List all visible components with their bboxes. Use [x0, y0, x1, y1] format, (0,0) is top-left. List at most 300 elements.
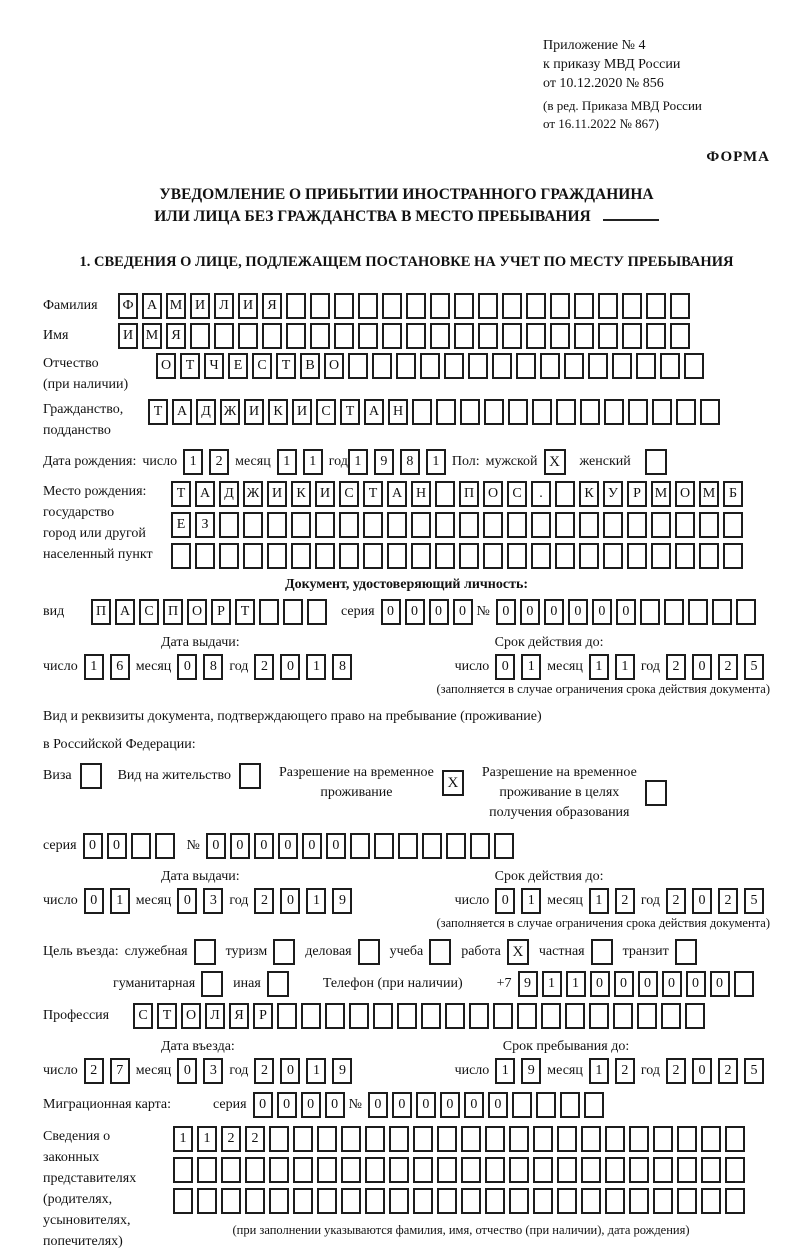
char-box	[688, 599, 708, 625]
char-box	[293, 1126, 313, 1152]
form-title-line2	[43, 206, 770, 228]
char-box: 0	[206, 833, 226, 859]
char-box: Ж	[243, 481, 263, 507]
char-box	[389, 1157, 409, 1183]
char-box: К	[291, 481, 311, 507]
char-box: 0	[254, 833, 274, 859]
char-box	[652, 399, 672, 425]
char-box: Т	[363, 481, 383, 507]
char-box: 0	[464, 1092, 484, 1118]
purpose-transit-checkbox	[675, 939, 697, 965]
gender-label: Пол:	[451, 454, 480, 469]
char-box	[565, 1003, 585, 1029]
option-visa	[43, 763, 102, 789]
entry-day-cells	[84, 1058, 136, 1084]
month-label: месяц	[547, 1063, 583, 1078]
form-marker: ФОРМА	[706, 149, 770, 165]
char-box	[421, 1003, 441, 1029]
issue-day-cells	[84, 654, 136, 680]
char-box	[580, 399, 600, 425]
char-box: 1	[521, 888, 541, 914]
char-box	[350, 833, 370, 859]
number-label: №	[476, 604, 490, 619]
issue-month-cells	[177, 888, 229, 914]
valid-month-cells	[589, 654, 641, 680]
char-box: 0	[440, 1092, 460, 1118]
char-box	[653, 1126, 673, 1152]
residence-issue-date	[43, 888, 358, 914]
char-box: 0	[325, 1092, 345, 1118]
gender-male-checkbox: X	[544, 449, 566, 475]
char-box	[517, 1003, 537, 1029]
char-box: О	[181, 1003, 201, 1029]
char-box	[581, 1188, 601, 1214]
char-box	[478, 293, 498, 319]
month-label: месяц	[135, 893, 172, 908]
residence-date-headers	[43, 869, 770, 885]
char-box	[459, 512, 479, 538]
day-label: число	[454, 893, 490, 908]
birth-place-label: Место рождения:	[43, 484, 147, 499]
surname-label: Фамилия	[43, 298, 98, 313]
char-box	[622, 323, 642, 349]
char-box	[701, 1188, 721, 1214]
char-box	[555, 543, 575, 569]
stay-day-cells	[495, 1058, 547, 1084]
char-box: Б	[723, 481, 743, 507]
month-label: месяц	[547, 659, 583, 674]
char-box: 0	[662, 971, 682, 997]
char-box	[532, 399, 552, 425]
day-label: число	[142, 454, 178, 469]
char-box	[317, 1157, 337, 1183]
issue-date-header: Дата выдачи:	[161, 869, 240, 884]
char-box	[512, 1092, 532, 1118]
char-box: 0	[278, 833, 298, 859]
representatives-note: (при заполнении указываются фамилия, имя, отчество (при наличии), дата рождения)	[232, 1223, 690, 1237]
approval-line: Приложение № 4	[543, 38, 646, 53]
citizenship-sublabel: подданство	[43, 423, 111, 438]
char-box	[334, 323, 354, 349]
char-box	[509, 1126, 529, 1152]
char-box	[315, 543, 335, 569]
char-box	[214, 323, 234, 349]
char-box: 2	[254, 888, 274, 914]
char-box	[636, 353, 656, 379]
char-box	[307, 599, 327, 625]
given-name-cells	[118, 323, 694, 349]
day-label: число	[43, 659, 78, 674]
char-box: 0	[614, 971, 634, 997]
char-box	[589, 1003, 609, 1029]
char-box	[531, 512, 551, 538]
char-box	[437, 1126, 457, 1152]
gender-male-label: мужской	[485, 454, 538, 469]
migration-card-row	[43, 1092, 770, 1118]
stay-month-cells	[589, 1058, 641, 1084]
stay-until-header: Срок пребывания до:	[502, 1039, 630, 1054]
identity-number-cells	[496, 599, 760, 625]
char-box	[622, 293, 642, 319]
amendment-block	[543, 97, 770, 133]
char-box	[670, 293, 690, 319]
validity-note: (заполняется в случае ограничения срока действия документа)	[436, 916, 770, 930]
surname-cells	[118, 293, 694, 319]
temp-residence-edu-checkbox	[645, 780, 667, 806]
entry-dates-row	[43, 1058, 770, 1084]
char-box	[484, 399, 504, 425]
char-box: 1	[589, 654, 609, 680]
char-box	[317, 1188, 337, 1214]
birth-day-cells	[183, 449, 235, 475]
char-box	[374, 833, 394, 859]
representatives-label: законных	[43, 1150, 100, 1165]
char-box	[365, 1157, 385, 1183]
identity-kind-cells	[91, 599, 331, 625]
char-box	[221, 1188, 241, 1214]
residence-series-row	[43, 833, 770, 859]
char-box	[661, 1003, 681, 1029]
char-box: 0	[544, 599, 564, 625]
char-box	[334, 293, 354, 319]
char-box	[605, 1126, 625, 1152]
identity-dates-row	[43, 654, 770, 680]
char-box: 5	[744, 888, 764, 914]
char-box	[485, 1126, 505, 1152]
char-box	[221, 1157, 241, 1183]
char-box	[651, 512, 671, 538]
entry-date	[43, 1058, 358, 1084]
char-box: Я	[262, 293, 282, 319]
representatives-label: Сведения о	[43, 1129, 111, 1144]
char-box: И	[244, 399, 264, 425]
char-box	[676, 399, 696, 425]
residence-number-cells	[206, 833, 518, 859]
char-box	[588, 353, 608, 379]
char-box: 5	[744, 654, 764, 680]
issue-month-cells	[177, 654, 229, 680]
patronymic-row	[43, 353, 770, 395]
char-box	[238, 323, 258, 349]
char-box	[493, 1003, 513, 1029]
migration-series-cells	[253, 1092, 349, 1118]
char-box	[430, 293, 450, 319]
option-visa-label: Виза	[43, 768, 72, 783]
char-box: 1	[542, 971, 562, 997]
approval-line: от 10.12.2020 № 856	[543, 76, 664, 91]
char-box: К	[268, 399, 288, 425]
char-box	[725, 1188, 745, 1214]
phone-cells	[518, 971, 758, 997]
purpose-other-label: иная	[233, 976, 261, 991]
char-box: 1	[277, 449, 297, 475]
char-box	[283, 599, 303, 625]
char-box	[406, 293, 426, 319]
identity-issue-date	[43, 654, 358, 680]
char-box	[341, 1157, 361, 1183]
char-box	[412, 399, 432, 425]
identity-doc-row	[43, 599, 770, 625]
valid-until-header: Срок действия до:	[494, 869, 604, 884]
gender-female-checkbox	[645, 449, 667, 475]
char-box: 0	[692, 654, 712, 680]
char-box: Я	[229, 1003, 249, 1029]
char-box	[677, 1157, 697, 1183]
option-residence-permit-label: Вид на жительство	[117, 768, 231, 783]
char-box	[483, 543, 503, 569]
purpose-transit-label: транзит	[622, 944, 669, 959]
gender-female-label: женский	[579, 454, 631, 469]
char-box: 0	[710, 971, 730, 997]
char-box	[684, 353, 704, 379]
valid-until-header: Срок действия до:	[494, 635, 604, 650]
char-box	[579, 543, 599, 569]
char-box: Е	[171, 512, 191, 538]
char-box	[494, 833, 514, 859]
char-box	[382, 323, 402, 349]
year-label: год	[640, 659, 660, 674]
char-box	[173, 1188, 193, 1214]
char-box	[653, 1157, 673, 1183]
char-box	[267, 543, 287, 569]
char-box	[556, 399, 576, 425]
char-box	[460, 399, 480, 425]
representatives-cells-row1	[173, 1126, 749, 1152]
char-box: 0	[107, 833, 127, 859]
char-box: 1	[173, 1126, 193, 1152]
char-box: С	[339, 481, 359, 507]
char-box	[612, 353, 632, 379]
purpose-business-checkbox	[358, 939, 380, 965]
char-box	[628, 399, 648, 425]
char-box	[531, 543, 551, 569]
char-box	[195, 543, 215, 569]
char-box: 2	[245, 1126, 265, 1152]
purpose-study-checkbox	[429, 939, 451, 965]
patronymic-cells	[156, 353, 708, 379]
char-box	[533, 1126, 553, 1152]
char-box: 6	[110, 654, 130, 680]
char-box: Ч	[204, 353, 224, 379]
given-name-row	[43, 323, 770, 349]
patronymic-sublabel: (при наличии)	[43, 377, 129, 392]
birth-place-cells-row3	[171, 543, 747, 569]
char-box	[363, 543, 383, 569]
char-box	[190, 323, 210, 349]
char-box	[291, 543, 311, 569]
char-box: 0	[177, 888, 197, 914]
char-box: 1	[303, 449, 323, 475]
purpose-humanitarian-label: гуманитарная	[113, 976, 196, 991]
char-box	[627, 512, 647, 538]
char-box: 0	[302, 833, 322, 859]
residence-valid-date	[455, 888, 770, 914]
char-box	[723, 512, 743, 538]
char-box: 1	[521, 654, 541, 680]
char-box: С	[139, 599, 159, 625]
form-title	[43, 184, 770, 228]
purpose-official-label: служебная	[124, 944, 188, 959]
char-box: 0	[177, 654, 197, 680]
number-label: №	[186, 838, 200, 853]
year-label: год	[640, 1063, 660, 1078]
char-box: Д	[219, 481, 239, 507]
series-label: серия	[213, 1097, 247, 1112]
char-box	[574, 323, 594, 349]
residence-options-row	[43, 763, 770, 823]
char-box: 5	[744, 1058, 764, 1084]
char-box	[613, 1003, 633, 1029]
char-box: И	[190, 293, 210, 319]
char-box	[699, 512, 719, 538]
char-box	[533, 1157, 553, 1183]
char-box: 0	[592, 599, 612, 625]
char-box	[301, 1003, 321, 1029]
char-box	[155, 833, 175, 859]
residence-series-cells	[83, 833, 179, 859]
char-box	[584, 1092, 604, 1118]
birth-place-label: город или другой	[43, 526, 146, 541]
char-box	[173, 1157, 193, 1183]
char-box: 0	[638, 971, 658, 997]
char-box	[540, 353, 560, 379]
purpose-work-checkbox: X	[507, 939, 529, 965]
citizenship-label: Гражданство,	[43, 402, 124, 417]
char-box	[372, 353, 392, 379]
char-box	[446, 833, 466, 859]
char-box	[243, 512, 263, 538]
char-box	[310, 323, 330, 349]
char-box	[454, 323, 474, 349]
char-box	[670, 323, 690, 349]
char-box: 0	[230, 833, 250, 859]
residence-intro-2: в Российской Федерации:	[43, 737, 196, 752]
char-box	[557, 1157, 577, 1183]
identity-date-headers	[43, 635, 770, 651]
char-box	[406, 323, 426, 349]
char-box: А	[115, 599, 135, 625]
char-box	[461, 1157, 481, 1183]
char-box	[293, 1157, 313, 1183]
char-box	[725, 1157, 745, 1183]
char-box	[396, 353, 416, 379]
char-box: 2	[666, 654, 686, 680]
char-box	[430, 323, 450, 349]
char-box	[454, 293, 474, 319]
char-box	[435, 543, 455, 569]
char-box: 9	[374, 449, 394, 475]
representatives-block	[43, 1126, 770, 1252]
char-box	[507, 543, 527, 569]
char-box	[315, 512, 335, 538]
birth-place-block	[43, 481, 770, 569]
char-box	[640, 599, 660, 625]
month-label: месяц	[235, 454, 271, 469]
year-label: год	[229, 893, 249, 908]
entry-purpose-label: Цель въезда:	[43, 944, 119, 959]
visa-checkbox	[80, 763, 102, 789]
char-box	[508, 399, 528, 425]
char-box	[675, 512, 695, 538]
char-box: 1	[306, 888, 326, 914]
char-box	[651, 543, 671, 569]
valid-day-cells	[495, 888, 547, 914]
char-box: 2	[666, 1058, 686, 1084]
char-box	[660, 353, 680, 379]
char-box	[437, 1157, 457, 1183]
char-box	[341, 1126, 361, 1152]
char-box: С	[133, 1003, 153, 1029]
series-label: серия	[341, 604, 375, 619]
char-box: 1	[589, 1058, 609, 1084]
char-box	[701, 1126, 721, 1152]
char-box	[509, 1157, 529, 1183]
char-box: 2	[718, 888, 738, 914]
char-box: 2	[254, 1058, 274, 1084]
char-box: Т	[180, 353, 200, 379]
purpose-private-label: частная	[538, 944, 585, 959]
char-box	[365, 1188, 385, 1214]
char-box: Т	[276, 353, 296, 379]
char-box: С	[252, 353, 272, 379]
char-box	[387, 543, 407, 569]
purpose-official-checkbox	[194, 939, 216, 965]
valid-year-cells	[666, 888, 770, 914]
char-box	[398, 833, 418, 859]
char-box	[469, 1003, 489, 1029]
char-box: 0	[686, 971, 706, 997]
char-box: 0	[84, 888, 104, 914]
purpose-study-label: учеба	[389, 944, 424, 959]
given-name-label: Имя	[43, 328, 69, 343]
char-box: З	[195, 512, 215, 538]
char-box	[461, 1188, 481, 1214]
char-box: 0	[453, 599, 473, 625]
char-box	[219, 512, 239, 538]
day-label: число	[43, 1063, 78, 1078]
char-box: 1	[306, 654, 326, 680]
char-box: А	[172, 399, 192, 425]
char-box	[262, 323, 282, 349]
char-box: 2	[254, 654, 274, 680]
identity-series-cells	[381, 599, 477, 625]
identity-valid-date	[455, 654, 770, 680]
char-box	[533, 1188, 553, 1214]
char-box	[492, 353, 512, 379]
identity-doc-heading: Документ, удостоверяющий личность:	[284, 577, 529, 592]
char-box: 1	[84, 654, 104, 680]
day-label: число	[454, 659, 490, 674]
char-box: 0	[177, 1058, 197, 1084]
char-box	[459, 543, 479, 569]
char-box: С	[316, 399, 336, 425]
char-box	[516, 353, 536, 379]
char-box: Т	[171, 481, 191, 507]
char-box	[574, 293, 594, 319]
char-box	[422, 833, 442, 859]
char-box	[436, 399, 456, 425]
day-label: число	[454, 1063, 490, 1078]
char-box	[420, 353, 440, 379]
char-box: 0	[326, 833, 346, 859]
char-box	[259, 599, 279, 625]
entry-date-headers	[43, 1039, 770, 1055]
char-box	[197, 1157, 217, 1183]
char-box	[598, 293, 618, 319]
char-box: Я	[166, 323, 186, 349]
char-box: 1	[589, 888, 609, 914]
representatives-cells-row3	[173, 1188, 749, 1214]
